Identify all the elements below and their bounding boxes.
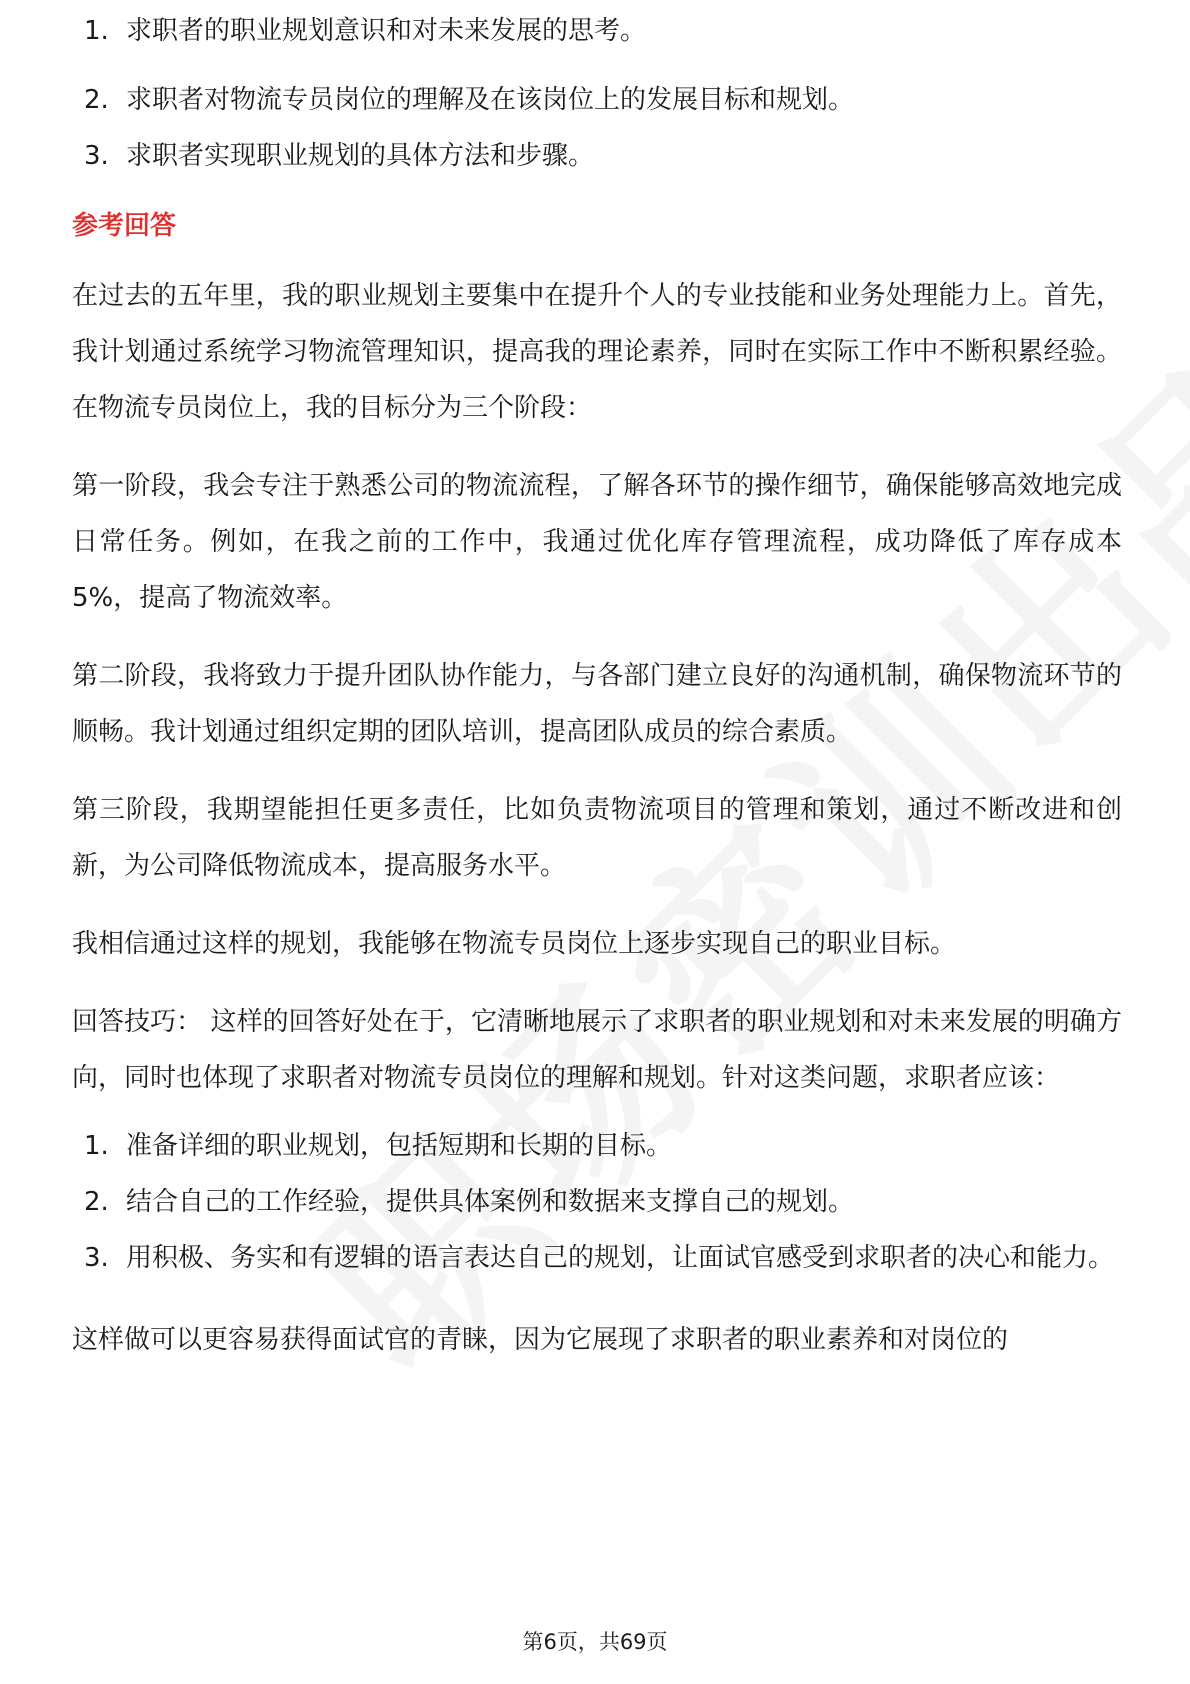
list-item xyxy=(72,1174,1122,1230)
list-number: 2. xyxy=(84,1187,109,1217)
paragraph: 我相信通过这样的规划，我能够在物流专员岗位上逐步实现自己的职业目标。 xyxy=(72,929,957,959)
paragraph: 第二阶段，我将致力于提升团队协作能力，与各部门建立良好的沟通机制，确保物流环节的顺畅。我计划通过组织定期的团队培训，提高团队成员的综合素质。 xyxy=(72,661,1122,747)
list-number: 3. xyxy=(84,1243,109,1273)
list-item xyxy=(72,16,1122,46)
paragraph: 第一阶段，我会专注于熟悉公司的物流流程，了解各环节的操作细节，确保能够高效地完成日常任务。例如，在我之前的工作中，我通过优化库存管理流程，成功降低了库存成本5%，提高了物流效率。 xyxy=(72,471,1122,613)
list-text: 结合自己的工作经验，提供具体案例和数据来支撑自己的规划。 xyxy=(126,1187,855,1217)
tips-list xyxy=(72,1118,1122,1286)
paragraph: 在过去的五年里，我的职业规划主要集中在提升个人的专业技能和业务处理能力上。首先，我计划通过系统学习物流管理知识，提高我的理论素养，同时在实际工作中不断积累经验。在物流专员岗位上，我的目标分为三个阶段： xyxy=(72,281,1122,423)
page-content xyxy=(72,16,1122,1390)
list-text: 准备详细的职业规划，包括短期和长期的目标。 xyxy=(126,1131,673,1161)
list-item xyxy=(72,1118,1122,1174)
page-number: 第6页，共69页 xyxy=(522,1630,668,1654)
paragraph: 第三阶段，我期望能担任更多责任，比如负责物流项目的管理和策划，通过不断改进和创新，为公司降低物流成本，提高服务水平。 xyxy=(72,795,1122,881)
answer-heading: 参考回答 xyxy=(72,211,177,241)
paragraph: 回答技巧： 这样的回答好处在于，它清晰地展示了求职者的职业规划和对未来发展的明确方向，同时也体现了求职者对物流专员岗位的理解和规划。针对这类问题，求职者应该： xyxy=(72,1007,1122,1093)
list-text: 求职者实现职业规划的具体方法和步骤。 xyxy=(126,141,595,171)
list-number: 1. xyxy=(84,16,109,46)
list-text: 求职者对物流专员岗位的理解及在该岗位上的发展目标和规划。 xyxy=(126,85,855,115)
requirements-list xyxy=(72,16,1122,184)
list-item xyxy=(72,72,1122,128)
list-number: 2. xyxy=(84,85,109,115)
list-text: 求职者的职业规划意识和对未来发展的思考。 xyxy=(126,16,647,46)
list-text: 用积极、务实和有逻辑的语言表达自己的规划，让面试官感受到求职者的决心和能力。 xyxy=(126,1243,1115,1273)
list-item xyxy=(72,128,1122,184)
list-item xyxy=(72,1230,1122,1286)
list-number: 3. xyxy=(84,141,109,171)
closing-paragraph: 这样做可以更容易获得面试官的青睐，因为它展现了求职者的职业素养和对岗位的 xyxy=(72,1325,1009,1355)
list-number: 1. xyxy=(84,1131,109,1161)
